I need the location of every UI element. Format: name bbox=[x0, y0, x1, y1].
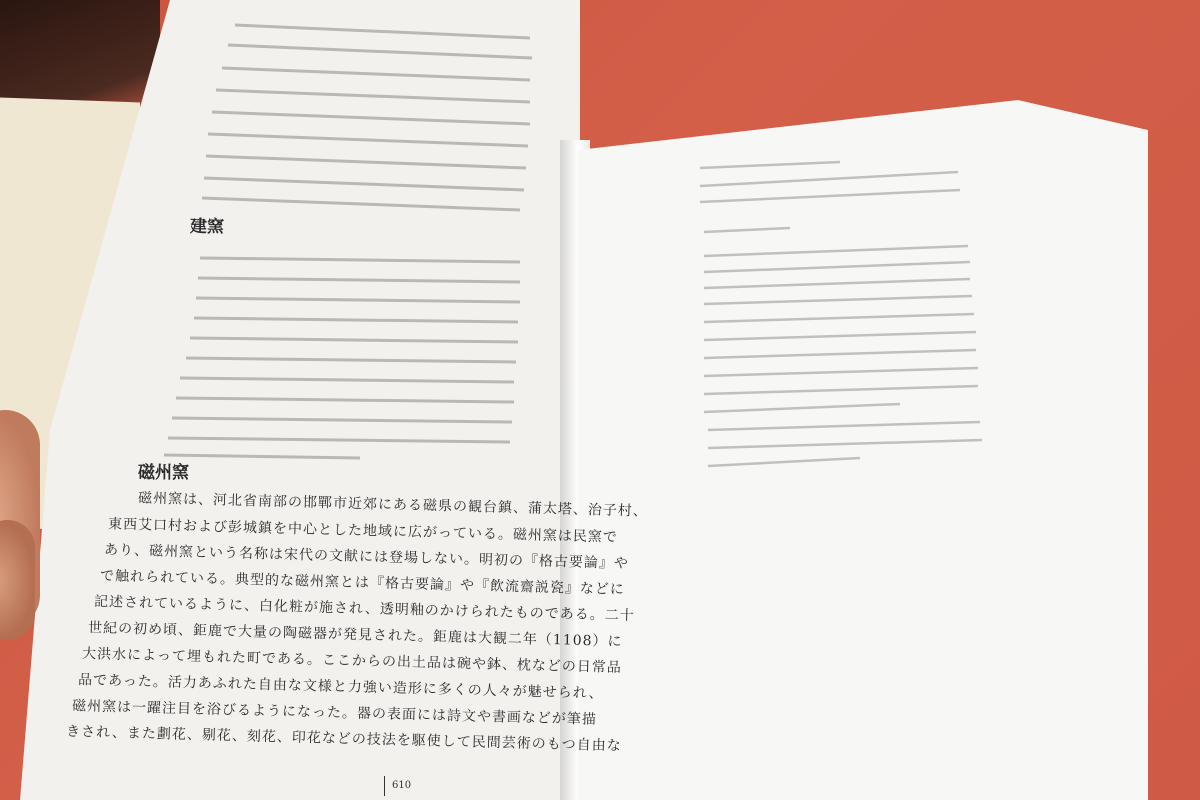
body-line: 磁州窯は、河北省南部の邯鄲市近郊にある磁県の観台鎮、蒲太塔、治子村、 bbox=[137, 490, 649, 520]
body-line: きされ、また劃花、剔花、刻花、印花などの技法を駆使して民間芸術のもつ自由な bbox=[65, 723, 622, 755]
body-line: で触れられている。典型的な磁州窯とは『格古要論』や『飲流齋説瓷』などに bbox=[99, 568, 626, 598]
folio-divider bbox=[384, 776, 385, 796]
body-line: 記述されているように、白化粧が施され、透明釉のかけられたものである。二十 bbox=[93, 593, 635, 625]
section-heading-kenyo: 建窯 bbox=[189, 216, 225, 238]
body-line: 東西艾口村および彭城鎮を中心とした地域に広がっている。磁州窯は民窯で bbox=[107, 516, 619, 546]
body-line: あり、磁州窯という名称は宋代の文献には登場しない。明初の『格古要論』や bbox=[103, 542, 630, 572]
body-line: 磁州窯は一躍注目を浴びるようになった。器の表面には詩文や書画などが筆描 bbox=[71, 698, 598, 728]
body-line: 品であった。活力あふれた自由な文様と力強い造形に多くの人々が魅せられ、 bbox=[77, 672, 604, 702]
section-heading-cizhou: 磁州窯 bbox=[138, 463, 189, 483]
body-line: 世紀の初め頃、鉅鹿で大量の陶磁器が発見された。鉅鹿は大観二年（1108）に bbox=[87, 620, 623, 650]
page-number: 610 bbox=[392, 780, 412, 791]
body-line: 大洪水によって埋もれた町である。ここからの出土品は碗や鉢、枕などの日常品 bbox=[81, 645, 623, 677]
finger bbox=[0, 520, 35, 640]
